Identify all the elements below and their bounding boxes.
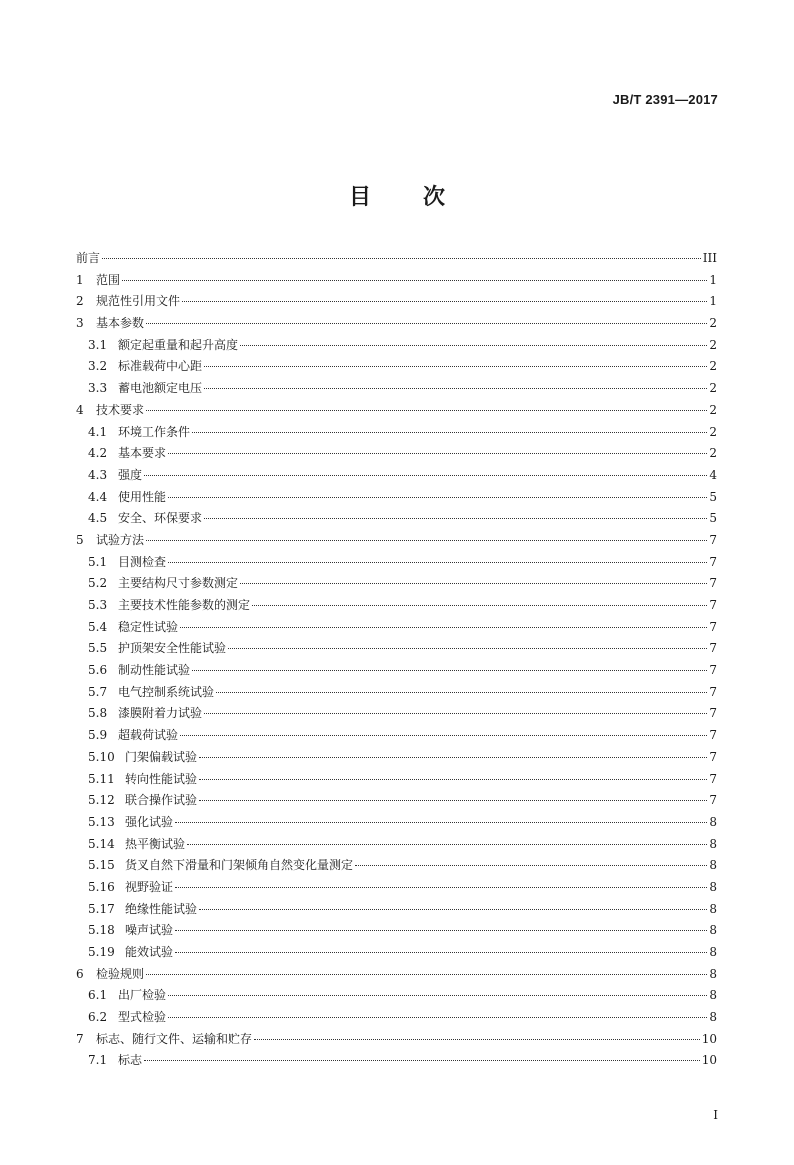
dot-leader xyxy=(168,453,707,454)
toc-entry-page: 7 xyxy=(709,706,717,721)
toc-entry-page: 8 xyxy=(709,1010,717,1025)
toc-entry-number: 4.2 xyxy=(88,446,108,461)
toc-entry-page: 10 xyxy=(701,1053,717,1068)
toc-entry[interactable] xyxy=(76,617,717,639)
dot-leader xyxy=(199,800,707,801)
toc-entry-label: 标准载荷中心距 xyxy=(118,359,203,374)
toc-entry-number: 5.6 xyxy=(88,663,108,678)
dot-leader xyxy=(168,562,707,563)
toc-entry-number: 3.3 xyxy=(88,381,108,396)
toc-entry-number: 3.1 xyxy=(88,337,108,352)
toc-entry-page: 8 xyxy=(709,901,717,916)
dot-leader xyxy=(168,995,707,996)
toc-entry-label: 护顶架安全性能试验 xyxy=(118,641,227,656)
toc-entry-number: 3.2 xyxy=(88,359,108,374)
toc-entry-label: 主要技术性能参数的测定 xyxy=(118,598,251,612)
toc-entry-page: 2 xyxy=(709,381,717,396)
toc-entry-label: 热平衡试验 xyxy=(125,836,186,851)
toc-entry[interactable] xyxy=(76,660,717,682)
toc-entry-label: 检验规则 xyxy=(96,966,145,981)
toc-entry-label: 试验方法 xyxy=(96,532,145,547)
toc-entry-label: 前言 xyxy=(76,251,101,265)
toc-entry[interactable] xyxy=(76,703,717,725)
dot-leader xyxy=(182,301,707,302)
dot-leader xyxy=(102,258,701,259)
toc-entry[interactable] xyxy=(76,877,717,899)
page-number: I xyxy=(713,1108,718,1122)
toc-entry-number: 7 xyxy=(76,1031,84,1046)
toc-entry[interactable] xyxy=(76,465,717,487)
toc-entry-label: 强度 xyxy=(118,467,143,482)
toc-entry[interactable] xyxy=(76,1029,717,1051)
toc-entry-page: 2 xyxy=(709,337,717,352)
dot-leader xyxy=(175,887,707,888)
toc-entry-number: 5.7 xyxy=(88,684,108,699)
toc-entry-label: 标志、随行文件、运输和贮存 xyxy=(96,1031,253,1046)
toc-entry-label: 蓄电池额定电压 xyxy=(118,381,203,396)
dot-leader xyxy=(144,475,707,476)
dot-leader xyxy=(146,974,707,975)
dot-leader xyxy=(199,779,707,780)
toc-entry[interactable] xyxy=(76,248,717,270)
toc-entry[interactable] xyxy=(76,855,717,877)
toc-entry-page: 7 xyxy=(709,663,717,678)
toc-entry-label: 型式检验 xyxy=(118,1010,167,1025)
dot-leader xyxy=(216,692,707,693)
dot-leader xyxy=(192,432,707,433)
toc-entry-page: 10 xyxy=(701,1031,717,1046)
dot-leader xyxy=(204,366,707,367)
toc-entry[interactable] xyxy=(76,812,717,834)
toc-entry-number: 1 xyxy=(76,272,84,287)
dot-leader xyxy=(254,1039,700,1040)
dot-leader xyxy=(187,844,707,845)
toc-entry-number: 5.9 xyxy=(88,728,108,743)
dot-leader xyxy=(175,930,707,931)
toc-entry[interactable] xyxy=(76,313,717,335)
toc-entry[interactable] xyxy=(76,400,717,422)
dot-leader xyxy=(192,670,707,671)
toc-entry[interactable] xyxy=(76,638,717,660)
toc-entry[interactable] xyxy=(76,985,717,1007)
dot-leader xyxy=(204,388,707,389)
toc-entry-label: 视野验证 xyxy=(125,879,174,894)
toc-entry-number: 5.14 xyxy=(88,836,115,851)
toc-entry-page: 7 xyxy=(709,532,717,547)
toc-entry-label: 基本要求 xyxy=(118,446,167,461)
toc-entry-number: 5.8 xyxy=(88,706,108,721)
toc-entry[interactable] xyxy=(76,378,717,400)
toc-entry-label: 强化试验 xyxy=(125,814,174,829)
toc-entry-page: 7 xyxy=(709,749,717,764)
toc-entry-label: 技术要求 xyxy=(96,402,145,417)
toc-entry-number: 5.17 xyxy=(88,901,115,916)
toc-entry[interactable] xyxy=(76,790,717,812)
toc-entry-number: 3 xyxy=(76,316,84,331)
dot-leader xyxy=(252,605,707,606)
toc-entry-page: 8 xyxy=(709,836,717,851)
toc-entry[interactable] xyxy=(76,530,717,552)
dot-leader xyxy=(240,345,707,346)
dot-leader xyxy=(228,648,707,649)
toc-entry-number: 5.12 xyxy=(88,793,115,808)
toc-entry-number: 5.11 xyxy=(88,771,115,786)
toc-entry-page: 8 xyxy=(709,879,717,894)
toc-entry-number: 2 xyxy=(76,294,84,309)
dot-leader xyxy=(355,865,707,866)
toc-entry-number: 5.1 xyxy=(88,554,108,569)
dot-leader xyxy=(180,735,707,736)
toc-entry-page: 4 xyxy=(709,467,717,482)
toc-entry[interactable] xyxy=(76,552,717,574)
toc-entry-number: 4 xyxy=(76,402,84,417)
toc-entry[interactable] xyxy=(76,1050,717,1072)
toc-entry-page: 1 xyxy=(709,272,717,287)
dot-leader xyxy=(146,540,707,541)
toc-entry-page: 7 xyxy=(709,771,717,786)
toc-entry[interactable] xyxy=(76,769,717,791)
table-of-contents xyxy=(76,248,717,1072)
toc-entry-page: 2 xyxy=(709,424,717,439)
toc-entry-label: 噪声试验 xyxy=(125,923,174,938)
dot-leader xyxy=(175,952,707,953)
toc-entry[interactable] xyxy=(76,834,717,856)
toc-entry[interactable] xyxy=(76,682,717,704)
toc-entry-label: 标志 xyxy=(118,1053,143,1068)
toc-entry-label: 制动性能试验 xyxy=(118,663,191,678)
toc-entry-number: 5.10 xyxy=(88,749,115,764)
standard-code: JB/T 2391—2017 xyxy=(612,92,718,107)
toc-entry-page: 7 xyxy=(709,619,717,634)
toc-entry-number: 5.19 xyxy=(88,945,115,959)
toc-entry-page: 2 xyxy=(709,446,717,461)
toc-entry[interactable] xyxy=(76,1007,717,1029)
toc-entry-label: 能效试验 xyxy=(125,945,174,959)
dot-leader xyxy=(204,518,707,519)
toc-entry-label: 电气控制系统试验 xyxy=(118,684,215,699)
dot-leader xyxy=(180,627,707,628)
toc-entry[interactable] xyxy=(76,942,717,964)
dot-leader xyxy=(199,757,707,758)
toc-entry-number: 4.4 xyxy=(88,489,108,504)
toc-entry-label: 安全、环保要求 xyxy=(118,511,203,526)
toc-entry[interactable] xyxy=(76,595,717,617)
toc-entry-label: 货叉自然下滑量和门架倾角自然变化量测定 xyxy=(125,858,354,873)
toc-entry-label: 超载荷试验 xyxy=(118,728,179,743)
toc-entry-label: 出厂检验 xyxy=(118,988,167,1003)
toc-entry[interactable] xyxy=(76,964,717,986)
toc-entry-label: 漆膜附着力试验 xyxy=(118,706,203,721)
toc-entry-page: 7 xyxy=(709,576,717,591)
toc-entry-page: 8 xyxy=(709,988,717,1003)
toc-entry-page: 8 xyxy=(709,945,717,959)
toc-entry[interactable] xyxy=(76,443,717,465)
toc-entry-page: 7 xyxy=(709,793,717,808)
toc-entry-number: 5.4 xyxy=(88,619,108,634)
toc-entry[interactable] xyxy=(76,508,717,530)
toc-entry[interactable] xyxy=(76,291,717,313)
toc-entry-number: 4.1 xyxy=(88,424,108,439)
toc-entry-label: 稳定性试验 xyxy=(118,619,179,634)
toc-entry-page: 5 xyxy=(709,489,717,504)
dot-leader xyxy=(146,323,707,324)
dot-leader xyxy=(204,713,707,714)
toc-entry-page: 8 xyxy=(709,858,717,873)
toc-entry-page: 5 xyxy=(709,511,717,526)
toc-entry-page: 7 xyxy=(709,598,717,612)
toc-entry-number: 5.5 xyxy=(88,641,108,656)
toc-entry-label: 门架偏载试验 xyxy=(125,749,198,764)
toc-entry-page: 7 xyxy=(709,684,717,699)
dot-leader xyxy=(144,1060,700,1061)
toc-entry-number: 4.5 xyxy=(88,511,108,526)
dot-leader xyxy=(146,410,707,411)
toc-entry-label: 联合操作试验 xyxy=(125,793,198,808)
toc-entry-number: 5 xyxy=(76,532,84,547)
toc-entry-label: 绝缘性能试验 xyxy=(125,901,198,916)
toc-entry-page: 1 xyxy=(709,294,717,309)
toc-entry-page: 2 xyxy=(709,316,717,331)
dot-leader xyxy=(168,1017,707,1018)
toc-entry[interactable] xyxy=(76,920,717,942)
toc-entry-number: 6.1 xyxy=(88,988,108,1003)
toc-entry-page: 8 xyxy=(709,966,717,981)
dot-leader xyxy=(122,280,707,281)
toc-entry[interactable] xyxy=(76,747,717,769)
toc-entry-page: 7 xyxy=(709,728,717,743)
toc-entry-label: 使用性能 xyxy=(118,489,167,504)
dot-leader xyxy=(199,909,707,910)
toc-entry[interactable] xyxy=(76,899,717,921)
dot-leader xyxy=(168,497,707,498)
title-char-2: 次 xyxy=(423,185,446,210)
toc-entry-label: 额定起重量和起升高度 xyxy=(118,337,239,352)
toc-entry[interactable] xyxy=(76,270,717,292)
toc-entry-page: 2 xyxy=(709,402,717,417)
toc-entry-label: 范围 xyxy=(96,272,121,287)
toc-entry[interactable] xyxy=(76,725,717,747)
dot-leader xyxy=(175,822,707,823)
dot-leader xyxy=(240,583,707,584)
toc-entry[interactable] xyxy=(76,422,717,444)
toc-entry-label: 环境工作条件 xyxy=(118,424,191,439)
title-char-1: 目 xyxy=(348,185,371,210)
toc-entry-page: 8 xyxy=(709,923,717,938)
toc-entry-page: 7 xyxy=(709,554,717,569)
toc-entry-number: 6 xyxy=(76,966,84,981)
toc-entry-number: 5.2 xyxy=(88,576,108,591)
toc-entry[interactable] xyxy=(76,335,717,357)
toc-entry-number: 4.3 xyxy=(88,467,108,482)
toc-entry-number: 5.16 xyxy=(88,879,115,894)
toc-entry-label: 主要结构尺寸参数测定 xyxy=(118,576,239,591)
toc-entry-page: 2 xyxy=(709,359,717,374)
toc-entry-label: 转向性能试验 xyxy=(125,771,198,786)
page-title xyxy=(0,180,794,211)
toc-entry[interactable] xyxy=(76,573,717,595)
toc-entry-number: 5.15 xyxy=(88,858,115,873)
toc-entry-label: 目测检查 xyxy=(118,554,167,569)
toc-entry-page: 7 xyxy=(709,641,717,656)
toc-entry-number: 5.3 xyxy=(88,598,108,612)
toc-entry[interactable] xyxy=(76,487,717,509)
toc-entry-page: III xyxy=(702,251,717,265)
toc-entry-number: 6.2 xyxy=(88,1010,108,1025)
toc-entry-page: 8 xyxy=(709,814,717,829)
toc-entry-label: 规范性引用文件 xyxy=(96,294,181,309)
toc-entry-number: 5.13 xyxy=(88,814,115,829)
toc-entry-number: 7.1 xyxy=(88,1053,108,1068)
toc-entry-label: 基本参数 xyxy=(96,316,145,331)
toc-entry-number: 5.18 xyxy=(88,923,115,938)
toc-entry[interactable] xyxy=(76,356,717,378)
